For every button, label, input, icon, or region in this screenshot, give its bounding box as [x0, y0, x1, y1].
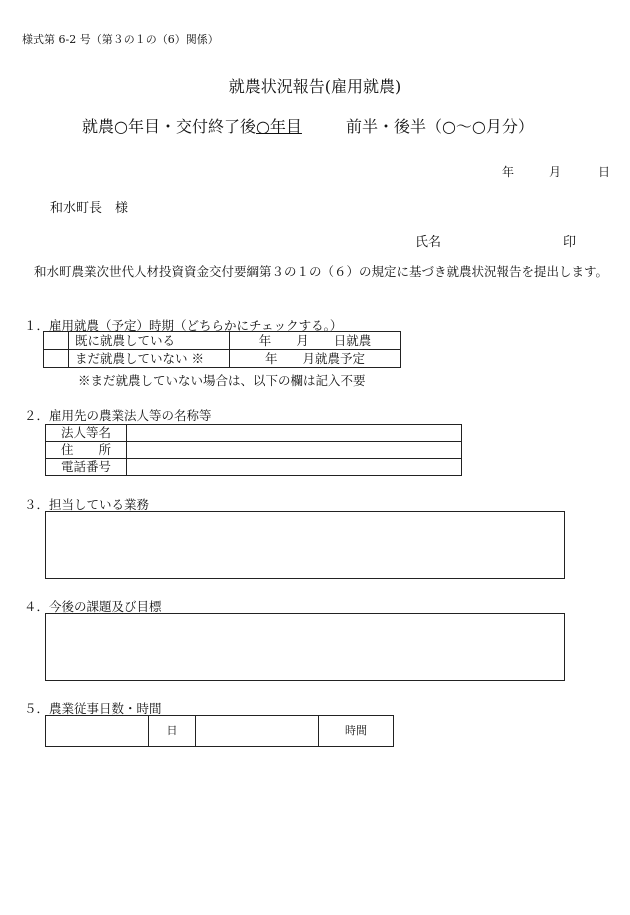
checkbox-employed[interactable] [44, 332, 69, 350]
section2-heading: ２．雇用先の農業法人等の名称等 [24, 408, 212, 423]
option-label: 既に就農している [69, 332, 230, 350]
corp-name-field[interactable] [127, 425, 462, 442]
table-row [46, 716, 394, 747]
document-title: 就農状況報告(雇用就農) [228, 77, 402, 96]
row-label: 住 所 [46, 442, 127, 459]
table-row [44, 350, 401, 368]
seal-label: 印 [563, 235, 577, 250]
table-row [44, 332, 401, 350]
subtitle-underlined: ○年目 [255, 117, 302, 136]
subtitle-part2: 前半・後半（○～○月分） [345, 117, 534, 136]
section4-heading: ４．今後の課題及び目標 [24, 599, 162, 614]
days-unit: 日 [149, 716, 196, 747]
form-number: 様式第 6-2 号（第３の１の（6）関係） [22, 33, 219, 46]
hours-field[interactable] [196, 716, 319, 747]
section5-table [45, 715, 394, 747]
section5-heading: ５．農業従事日数・時間 [24, 701, 162, 716]
option-label: まだ就農していない ※ [69, 350, 230, 368]
option-date[interactable]: 年 月就農予定 [230, 350, 401, 368]
date-year: 年 [502, 165, 515, 179]
row-label: 法人等名 [46, 425, 127, 442]
document-subtitle [82, 114, 534, 137]
checkbox-not-employed[interactable] [44, 350, 69, 368]
date-month: 月 [549, 165, 562, 179]
date-line [502, 163, 610, 180]
section1-table [43, 331, 401, 368]
section2-table [45, 424, 462, 476]
subtitle-part1: 就農○年目・交付終了後 [82, 117, 256, 136]
option-date[interactable]: 年 月 日就農 [230, 332, 401, 350]
intro-text: 和水町農業次世代人材投資資金交付要綱第３の１の（６）の規定に基づき就農状況報告を提出します。 [34, 264, 609, 279]
date-day: 日 [598, 165, 611, 179]
table-row [46, 459, 462, 476]
section3-heading: ３．担当している業務 [24, 497, 150, 512]
table-row [46, 442, 462, 459]
hours-unit: 時間 [319, 716, 394, 747]
phone-field[interactable] [127, 459, 462, 476]
days-field[interactable] [46, 716, 149, 747]
section1-heading: １．雇用就農（予定）時期（どちらかにチェックする。） [24, 318, 343, 333]
row-label: 電話番号 [46, 459, 127, 476]
table-row [46, 425, 462, 442]
duties-field[interactable] [45, 511, 565, 579]
section1-note: ※まだ就農していない場合は、以下の欄は記入不要 [78, 373, 366, 388]
goals-field[interactable] [45, 613, 565, 681]
addressee: 和水町長 様 [50, 201, 129, 216]
name-label: 氏名 [415, 235, 442, 250]
address-field[interactable] [127, 442, 462, 459]
